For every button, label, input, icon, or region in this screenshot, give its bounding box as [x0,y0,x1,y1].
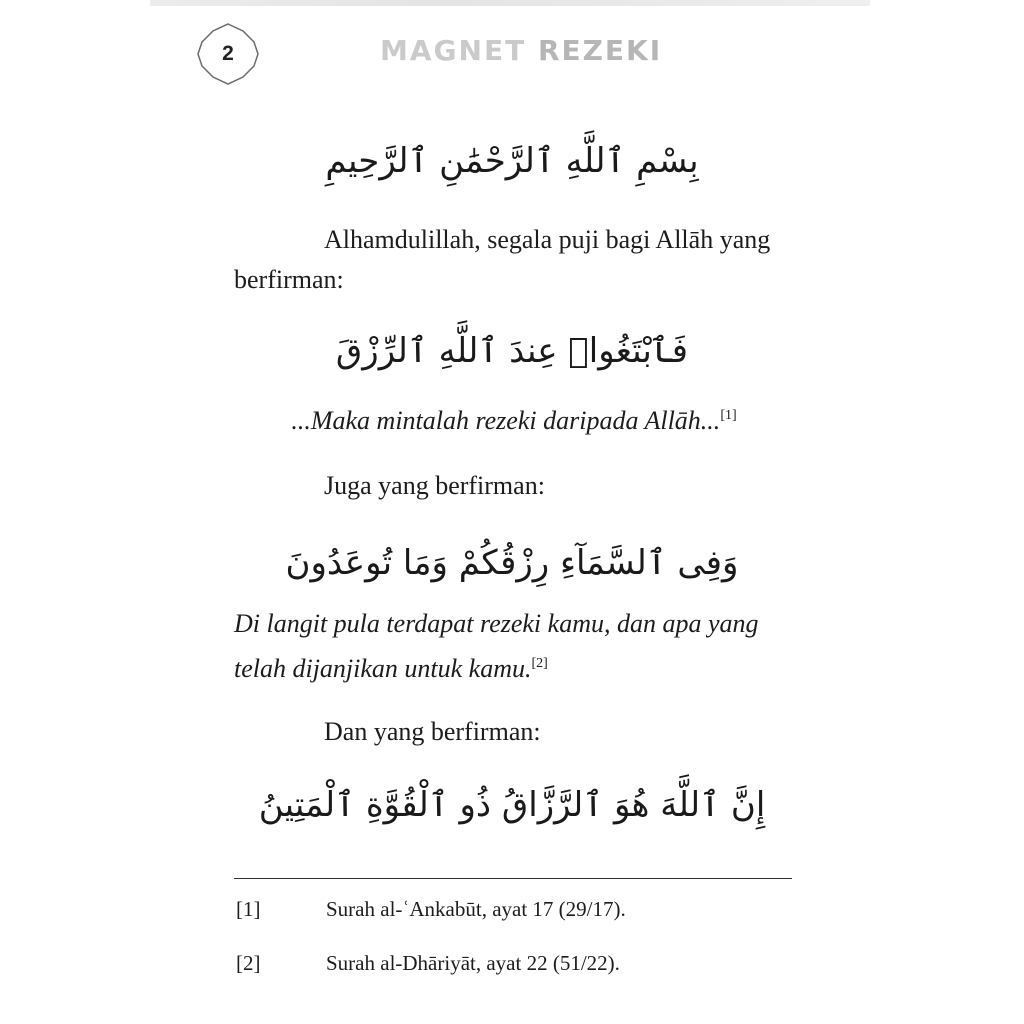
verse2-arabic: وَفِى ٱلسَّمَآءِ رِزْقُكُمْ وَمَا تُوعَدُونَ [285,543,739,583]
basmalah: بِسْمِ ٱللَّهِ ٱلرَّحْمَٰنِ ٱلرَّحِيمِ [325,141,699,181]
page-number: 2 [222,42,234,65]
header-title-part2: REZEKI [537,34,663,67]
footnote-2 [234,948,794,978]
verse2-translation-block [234,604,794,689]
verse1-arabic: فَٱبْتَغُوا۟ عِندَ ٱللَّهِ ٱلرِّزْقَ [335,331,689,371]
footnote-1 [234,894,794,924]
footnote-ref-1: [1] [720,408,737,423]
footnote-2-mark: [2] [236,951,261,975]
footnote-ref-2: [2] [531,656,548,671]
intro-paragraph: Alhamdulillah, segala puji bagi Allāh yang berfirman: [234,225,771,294]
verse1-translation-line [234,396,794,441]
footnote-2-text: Surah al-Dhāriyāt, ayat 22 (51/22). [326,951,620,975]
header-title-part1: MAGNET [380,34,527,67]
footnote-divider [234,878,792,879]
also-label: Juga yang berfirman: [324,471,545,500]
verse2-translation: Di langit pula terdapat rezeki kamu, dan apa yang telah dijanjikan untuk kamu. [234,609,759,683]
running-header [380,34,662,72]
footnote-1-text: Surah al-ʿAnkabūt, ayat 17 (29/17). [326,897,626,921]
verse1-translation: ...Maka mintalah rezeki daripada Allāh... [291,406,721,435]
verse3-arabic: إِنَّ ٱللَّهَ هُوَ ٱلرَّزَّاقُ ذُو ٱلْقُوَّةِ ٱلْمَتِينُ [258,785,766,825]
footnote-1-mark: [1] [236,897,261,921]
and-label: Dan yang berfirman: [324,717,541,746]
page-number-badge [196,22,260,86]
top-page-edge [150,0,870,6]
